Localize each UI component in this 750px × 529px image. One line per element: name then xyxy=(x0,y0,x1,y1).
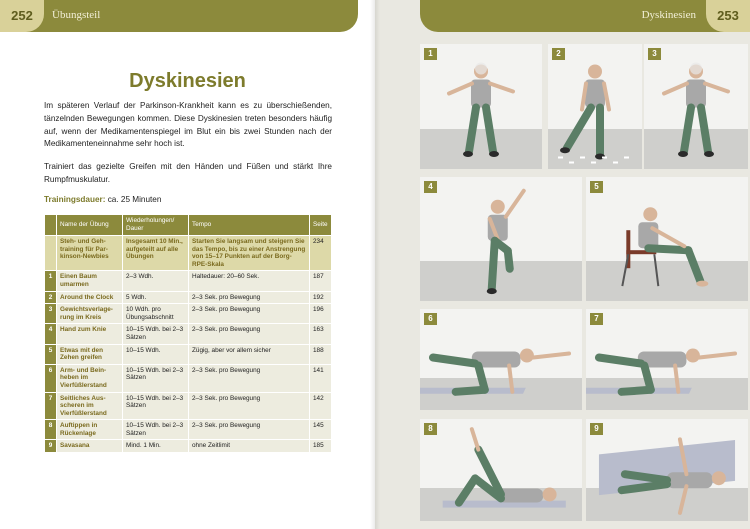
table-cell-tempo: Starten Sie langsam und steigern Sie das Tempo, bis zu einer Anstrengung von 15–17 Punkten auf der Borg-RPE-Skala xyxy=(189,236,310,271)
table-cell-tempo: 2–3 Sek. pro Bewegung xyxy=(189,420,310,440)
section-label-left: Übungsteil xyxy=(52,9,101,21)
page-number-right: 253 xyxy=(706,0,750,32)
photo-number-badge: 8 xyxy=(424,423,437,435)
table-cell-index: 8 xyxy=(45,420,57,440)
exercise-table xyxy=(44,214,332,453)
table-cell-index xyxy=(45,236,57,271)
table-row-intro xyxy=(45,236,332,271)
table-cell-page: 141 xyxy=(310,364,332,392)
table-cell-tempo: Zügig, aber vor allem sicher xyxy=(189,344,310,364)
photo-number-badge: 6 xyxy=(424,313,437,325)
exercise-photo xyxy=(586,309,748,410)
table-row xyxy=(45,420,332,440)
table-cell-index: 2 xyxy=(45,291,57,304)
section-label-right: Dyskinesien xyxy=(641,9,696,21)
table-header-reps: Wiederholungen/ Dauer xyxy=(123,215,189,236)
photo-number-badge: 9 xyxy=(590,423,603,435)
training-duration xyxy=(44,195,161,204)
exercise-photo xyxy=(548,44,642,169)
header-right xyxy=(420,0,750,32)
table-cell-tempo: 2–3 Sek. pro Bewegung xyxy=(189,291,310,304)
table-row xyxy=(45,291,332,304)
table-header-name: Name der Übung xyxy=(57,215,123,236)
table-cell-reps: 10–15 Wdh. bei 2–3 Sätzen xyxy=(123,420,189,440)
table-header-row xyxy=(45,215,332,236)
table-cell-page: 187 xyxy=(310,271,332,291)
photo-number-badge: 7 xyxy=(590,313,603,325)
table-cell-page: 163 xyxy=(310,324,332,344)
table-cell-page: 185 xyxy=(310,440,332,453)
table-cell-exercise: Gewichtsverlage-rung im Kreis xyxy=(57,304,123,324)
exercise-photo xyxy=(644,44,748,169)
table-header-tempo: Tempo xyxy=(189,215,310,236)
table-row xyxy=(45,324,332,344)
table-cell-index: 9 xyxy=(45,440,57,453)
table-cell-reps: 10–15 Wdh. bei 2–3 Sätzen xyxy=(123,392,189,420)
table-row xyxy=(45,392,332,420)
table-row xyxy=(45,304,332,324)
page-number-left: 252 xyxy=(0,0,44,32)
intro-paragraph: Im späteren Verlauf der Parkinson-Krankheit kann es zu überschießenden, tänzelnden Bewegungen kommen. Diese Dyskinesien treten besonders häufig auf, wenn der Medikamentenspiegel im Blut ein bis zwei Stunden nach der Medikamenteneinnahme sehr hoch ist. xyxy=(44,101,332,149)
table-cell-tempo: 2–3 Sek. pro Bewegung xyxy=(189,392,310,420)
table-cell-exercise: Arm- und Bein-heben im Vierfüßlerstand xyxy=(57,364,123,392)
photo-number-badge: 2 xyxy=(552,48,565,60)
table-cell-page: 188 xyxy=(310,344,332,364)
table-cell-tempo: Haltedauer: 20–60 Sek. xyxy=(189,271,310,291)
table-cell-reps: 10–15 Wdh. xyxy=(123,344,189,364)
exercise-photo xyxy=(420,419,582,521)
exercise-photo xyxy=(420,309,582,410)
table-cell-page: 196 xyxy=(310,304,332,324)
exercise-photo xyxy=(420,44,542,169)
table-cell-exercise: Seitliches Aus-scheren im Vierfüßlerstand xyxy=(57,392,123,420)
table-header-index xyxy=(45,215,57,236)
photo-number-badge: 4 xyxy=(424,181,437,193)
table-cell-tempo: 2–3 Sek. pro Bewegung xyxy=(189,304,310,324)
table-cell-exercise: Auftippen in Rückenlage xyxy=(57,420,123,440)
table-cell-index: 5 xyxy=(45,344,57,364)
table-cell-exercise: Einen Baum umarmen xyxy=(57,271,123,291)
table-cell-page: 192 xyxy=(310,291,332,304)
table-cell-reps: 10–15 Wdh. bei 2–3 Sätzen xyxy=(123,324,189,344)
duration-value: ca. 25 Minuten xyxy=(105,195,162,204)
exercise-photo xyxy=(586,177,748,301)
table-cell-index: 3 xyxy=(45,304,57,324)
table-cell-page: 234 xyxy=(310,236,332,271)
table-row xyxy=(45,440,332,453)
table-cell-exercise: Around the Clock xyxy=(57,291,123,304)
table-cell-index: 7 xyxy=(45,392,57,420)
table-cell-reps: 10 Wdh. pro Übungsabschnitt xyxy=(123,304,189,324)
table-cell-index: 1 xyxy=(45,271,57,291)
duration-label: Trainingsdauer: xyxy=(44,195,106,204)
table-row xyxy=(45,344,332,364)
exercise-photo xyxy=(420,177,582,301)
table-cell-exercise: Steh- und Geh-training für Par-kinson-Newbies xyxy=(57,236,123,271)
photo-number-badge: 1 xyxy=(424,48,437,60)
photo-number-badge: 5 xyxy=(590,181,603,193)
table-cell-reps: Insgesamt 10 Min., aufgeteilt auf alle Übungen xyxy=(123,236,189,271)
table-header-page: Seite xyxy=(310,215,332,236)
table-cell-page: 145 xyxy=(310,420,332,440)
table-cell-page: 142 xyxy=(310,392,332,420)
table-cell-index: 6 xyxy=(45,364,57,392)
header-left xyxy=(0,0,358,32)
table-cell-reps: 2–3 Wdh. xyxy=(123,271,189,291)
table-cell-exercise: Hand zum Knie xyxy=(57,324,123,344)
table-cell-reps: 5 Wdh. xyxy=(123,291,189,304)
photo-number-badge: 3 xyxy=(648,48,661,60)
table-cell-exercise: Etwas mit den Zehen greifen xyxy=(57,344,123,364)
table-cell-exercise: Savasana xyxy=(57,440,123,453)
table-cell-tempo: 2–3 Sek. pro Bewegung xyxy=(189,364,310,392)
table-row xyxy=(45,271,332,291)
table-row xyxy=(45,364,332,392)
table-cell-tempo: ohne Zeitlimit xyxy=(189,440,310,453)
table-cell-reps: Mind. 1 Min. xyxy=(123,440,189,453)
page-title: Dyskinesien xyxy=(129,70,246,92)
table-cell-tempo: 2–3 Sek. pro Bewegung xyxy=(189,324,310,344)
table-cell-index: 4 xyxy=(45,324,57,344)
benefit-paragraph: Trainiert das gezielte Greifen mit den Händen und Füßen und stärkt Ihre Rumpfmuskulatur. xyxy=(44,162,332,184)
exercise-photo xyxy=(586,419,748,521)
table-cell-reps: 10–15 Wdh. bei 2–3 Sätzen xyxy=(123,364,189,392)
